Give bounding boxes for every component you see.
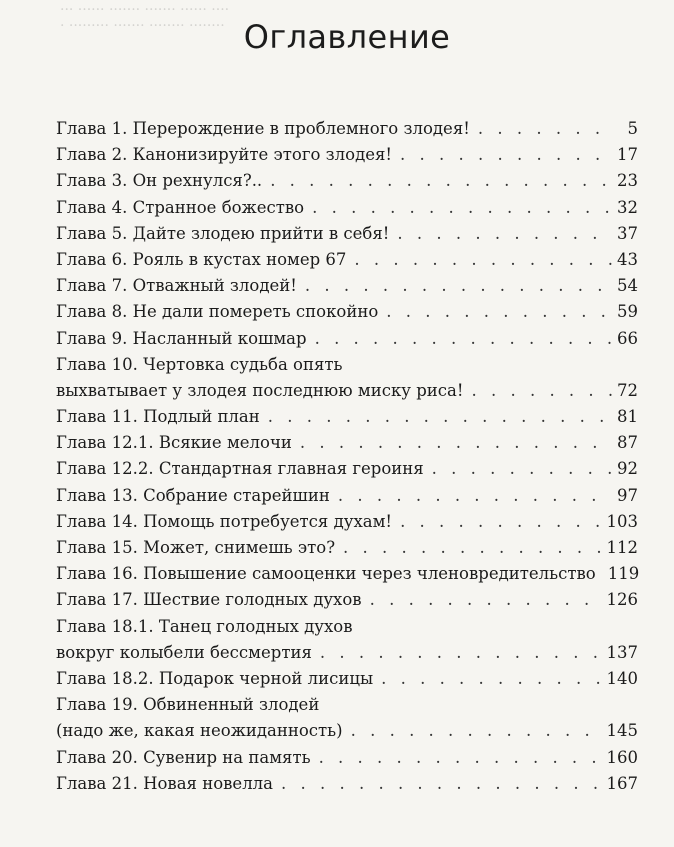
toc-page-number: 23 bbox=[617, 171, 638, 191]
toc-entry-line bbox=[56, 587, 638, 613]
toc-entry-line bbox=[56, 483, 638, 509]
dot-leader bbox=[315, 326, 612, 352]
toc-entry-title: Глава 8. Не дали помереть спокойно bbox=[56, 302, 379, 322]
dot-leader bbox=[268, 404, 612, 430]
toc-entry bbox=[56, 666, 638, 692]
toc-entry bbox=[56, 116, 638, 142]
toc-page-number: 72 bbox=[617, 380, 638, 400]
toc-entry-line bbox=[56, 535, 638, 561]
toc-entry bbox=[56, 483, 638, 509]
page-title: Оглавление bbox=[243, 18, 451, 56]
toc-entry-title: Глава 18.2. Подарок черной лисицы bbox=[56, 668, 374, 688]
toc-page-number: 81 bbox=[617, 407, 638, 427]
toc-page-number: 160 bbox=[606, 747, 638, 767]
toc-page-number: 126 bbox=[606, 590, 638, 610]
dot-leader bbox=[320, 640, 603, 666]
toc-page-number: 32 bbox=[617, 197, 638, 217]
dot-leader bbox=[351, 718, 603, 744]
toc-page-number: 140 bbox=[606, 668, 638, 688]
toc-entry-line bbox=[56, 299, 638, 325]
toc-entry-title: Глава 9. Насланный кошмар bbox=[56, 328, 307, 348]
toc-entry-line bbox=[56, 378, 638, 404]
toc-entry-title: Глава 6. Рояль в кустах номер 67 bbox=[56, 249, 347, 269]
toc-entry bbox=[56, 142, 638, 168]
toc-entry bbox=[56, 326, 638, 352]
toc-entry-line bbox=[56, 221, 638, 247]
toc-entry bbox=[56, 561, 638, 587]
toc-entry-line bbox=[56, 456, 638, 482]
toc-entry bbox=[56, 456, 638, 482]
dot-leader bbox=[397, 221, 612, 247]
toc-page-number: 92 bbox=[617, 459, 638, 479]
toc-entry-title: Глава 15. Может, снимешь это? bbox=[56, 538, 336, 557]
toc-page-number: 112 bbox=[606, 538, 638, 557]
toc-entry-title: вокруг колыбели бессмертия bbox=[56, 642, 312, 662]
dot-leader bbox=[305, 273, 612, 299]
toc-entry bbox=[56, 509, 638, 535]
table-of-contents bbox=[56, 116, 638, 797]
toc-entry bbox=[56, 745, 638, 771]
toc-page-number: 59 bbox=[617, 302, 638, 322]
toc-entry bbox=[56, 221, 638, 247]
dot-leader bbox=[300, 430, 612, 456]
toc-entry-title: Глава 14. Помощь потребуется духам! bbox=[56, 511, 393, 531]
toc-page-number: 54 bbox=[617, 276, 638, 296]
toc-page-number: 103 bbox=[606, 511, 638, 531]
toc-page-number: 119 bbox=[607, 564, 640, 584]
toc-entry-title: Глава 3. Он рехнулся?.. bbox=[56, 171, 263, 191]
dot-leader bbox=[386, 299, 612, 325]
toc-entry bbox=[56, 430, 638, 456]
dot-leader bbox=[270, 168, 612, 194]
toc-entry-line bbox=[56, 142, 638, 168]
dot-leader bbox=[312, 195, 612, 221]
toc-entry bbox=[56, 587, 638, 613]
toc-entry bbox=[56, 195, 638, 221]
toc-entry bbox=[56, 247, 638, 273]
toc-entry-line bbox=[56, 430, 638, 456]
toc-page-number: 167 bbox=[606, 773, 638, 793]
toc-entry-line bbox=[56, 168, 638, 194]
toc-page-number: 37 bbox=[617, 223, 638, 243]
toc-entry-title: Глава 7. Отважный злодей! bbox=[56, 276, 297, 296]
toc-entry-line bbox=[56, 640, 638, 666]
toc-entry-line bbox=[56, 273, 638, 299]
toc-entry-line bbox=[56, 745, 638, 771]
toc-entry bbox=[56, 404, 638, 430]
toc-page-number: 43 bbox=[617, 249, 638, 269]
dot-leader bbox=[281, 771, 603, 797]
dot-leader bbox=[400, 509, 602, 535]
toc-entry bbox=[56, 692, 638, 744]
dot-leader bbox=[432, 456, 612, 482]
dot-leader bbox=[370, 587, 603, 613]
toc-entry-title: Глава 17. Шествие голодных духов bbox=[56, 590, 362, 610]
toc-entry-title: Глава 12.2. Стандартная главная героиня bbox=[56, 459, 424, 479]
toc-entry-title: Глава 18.1. Танец голодных духов bbox=[56, 616, 353, 636]
dot-leader bbox=[478, 116, 612, 142]
bleed-through-line: ... ...... ....... ....... ...... .... bbox=[60, 0, 230, 14]
toc-entry-line bbox=[56, 195, 638, 221]
toc-entry-line bbox=[56, 116, 638, 142]
toc-page-number: 5 bbox=[627, 119, 638, 138]
bleed-through-line: . ......... ....... ........ ........ bbox=[60, 14, 225, 30]
dot-leader bbox=[338, 483, 612, 509]
toc-page-number: 145 bbox=[606, 721, 638, 741]
toc-entry-line bbox=[56, 404, 638, 430]
toc-entry-title: Глава 20. Сувенир на память bbox=[56, 747, 311, 767]
toc-entry-line bbox=[56, 692, 638, 718]
dot-leader bbox=[343, 535, 602, 561]
toc-entry-title: выхватывает у злодея последнюю миску риса! bbox=[56, 380, 464, 400]
toc-page-number: 97 bbox=[617, 485, 638, 505]
toc-entry bbox=[56, 771, 638, 797]
dot-leader bbox=[319, 745, 603, 771]
dot-leader bbox=[354, 247, 612, 273]
toc-entry-line bbox=[56, 326, 638, 352]
toc-entry bbox=[56, 168, 638, 194]
toc-entry-title: Глава 19. Обвиненный злодей bbox=[56, 695, 320, 715]
dot-leader bbox=[381, 666, 602, 692]
toc-entry-title: Глава 11. Подлый план bbox=[56, 407, 260, 427]
toc-page-number: 87 bbox=[617, 433, 638, 453]
dot-leader bbox=[400, 142, 612, 168]
toc-entry bbox=[56, 273, 638, 299]
toc-entry-title: Глава 1. Перерождение в проблемного злодея! bbox=[56, 119, 470, 138]
toc-page-number: 17 bbox=[617, 145, 638, 165]
toc-entry-title: Глава 21. Новая новелла bbox=[56, 773, 273, 793]
toc-page-number: 66 bbox=[617, 328, 638, 348]
toc-entry-title: Глава 16. Повышение самооценки через членовредительство bbox=[56, 564, 596, 584]
dot-leader bbox=[471, 378, 612, 404]
toc-entry-title: (надо же, какая неожиданность) bbox=[56, 721, 343, 741]
toc-entry-line bbox=[56, 561, 638, 587]
toc-entry bbox=[56, 614, 638, 666]
toc-entry-line bbox=[56, 614, 638, 640]
toc-entry-title: Глава 5. Дайте злодею прийти в себя! bbox=[56, 223, 390, 243]
toc-entry-title: Глава 10. Чертовка судьба опять bbox=[56, 354, 343, 374]
toc-entry-title: Глава 2. Канонизируйте этого злодея! bbox=[56, 145, 393, 165]
toc-page-number: 137 bbox=[606, 642, 638, 662]
toc-entry-line bbox=[56, 352, 638, 378]
toc-entry-line bbox=[56, 718, 638, 744]
toc-entry-line bbox=[56, 771, 638, 797]
toc-entry-title: Глава 4. Странное божество bbox=[56, 197, 305, 217]
toc-entry bbox=[56, 299, 638, 325]
toc-entry-line bbox=[56, 666, 638, 692]
toc-entry-line bbox=[56, 509, 638, 535]
toc-entry-title: Глава 13. Собрание старейшин bbox=[56, 485, 330, 505]
toc-entry bbox=[56, 535, 638, 561]
toc-entry-title: Глава 12.1. Всякие мелочи bbox=[56, 433, 292, 453]
toc-entry-line bbox=[56, 247, 638, 273]
toc-entry bbox=[56, 352, 638, 404]
